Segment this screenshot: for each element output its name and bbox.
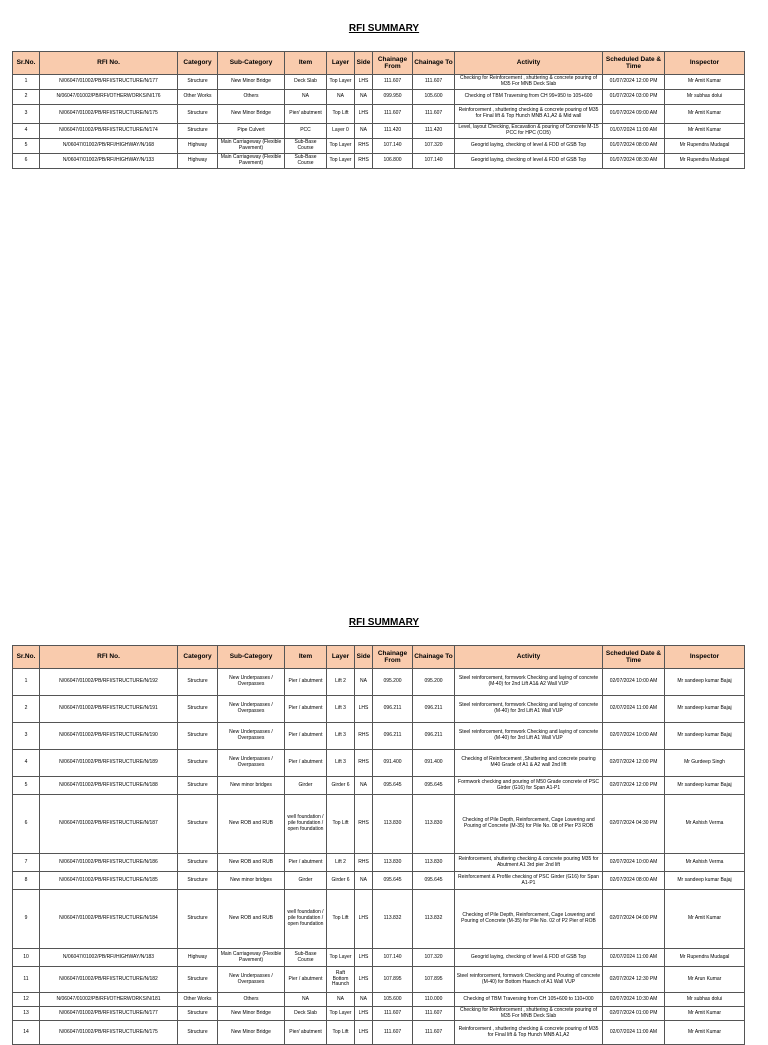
table-cell: 111.420	[413, 124, 455, 139]
table-cell: 113.830	[413, 795, 455, 854]
column-header: Scheduled Date & Time	[603, 52, 665, 75]
table-cell: well foundation / pile foundation / open foundation	[285, 795, 327, 854]
table-cell: 02/07/2024 12:00 PM	[603, 750, 665, 777]
table-cell: Structure	[178, 124, 218, 139]
table-cell: 113.832	[373, 890, 413, 949]
table-cell: New minor bridges	[218, 777, 285, 795]
table-cell: Geogrid laying, checking of level & FDD of GSB Top	[455, 139, 603, 154]
rfi-summary-table	[12, 645, 745, 1045]
table-cell: 096.211	[373, 696, 413, 723]
column-header: Side	[355, 646, 373, 669]
table-cell: Mr Amit Kumar	[665, 1021, 745, 1045]
table-cell: Structure	[178, 967, 218, 993]
table-row	[13, 105, 745, 124]
table-cell: N/06047/01002/PB/RFI/HIGHWAY/N/183	[40, 949, 178, 967]
table-cell: LHS	[355, 105, 373, 124]
table-cell: 111.607	[373, 75, 413, 90]
table-cell: Reinforcement , shuttering checking & concrete pouring of M35 for Final lift & Top Hunch MNB A1,A2	[455, 1021, 603, 1045]
table-cell: RHS	[355, 139, 373, 154]
table-cell: 111.607	[413, 1021, 455, 1045]
table-row	[13, 1007, 745, 1021]
table-row	[13, 124, 745, 139]
table-cell: New minor bridges	[218, 872, 285, 890]
table-header-row	[13, 52, 745, 75]
table-cell: Steel reinforcement, formwork Checking and laying of concrete (M-40) for 3rd Lift A1 Wall VUP	[455, 723, 603, 750]
table-cell: Structure	[178, 669, 218, 696]
table-cell: N/06047/01002/PB/RFI/HIGHWAY/N/133	[40, 154, 178, 169]
table-cell: 113.830	[373, 854, 413, 872]
table-cell: 02/07/2024 04:30 PM	[603, 795, 665, 854]
column-header: Inspector	[665, 52, 745, 75]
table-cell: 01/07/2024 08:00 AM	[603, 139, 665, 154]
column-header: Layer	[327, 646, 355, 669]
table-cell: Pier / abutment	[285, 750, 327, 777]
column-header: Sub-Category	[218, 52, 285, 75]
table-cell: 091.400	[413, 750, 455, 777]
table-cell: Mr Rupendra Mudagal	[665, 949, 745, 967]
table-cell: Steel reinforcement, formwork Checking and laying of concrete (M-40) for 3rd Lift A1 Wall VUP	[455, 696, 603, 723]
page-title: RFI SUMMARY	[348, 23, 420, 34]
table-cell: 4	[13, 124, 40, 139]
table-cell: 11	[13, 967, 40, 993]
table-cell: N/06047/01002/PB/RFI/STRUCTURE/N/187	[40, 795, 178, 854]
table-cell: PCC	[285, 124, 327, 139]
table-cell: 13	[13, 1007, 40, 1021]
table-cell: Steel reinforcement, formwork Checking and Pouring of concrete (M-40) for Bottom Haunch of A1 Wall VUP	[455, 967, 603, 993]
table-cell: 02/07/2024 11:00 AM	[603, 949, 665, 967]
table-cell: N/06047/01002/PB/RFI/STRUCTURE/N/190	[40, 723, 178, 750]
table-cell: New Underpasses / Overpasses	[218, 669, 285, 696]
table-cell: New Underpasses / Overpasses	[218, 967, 285, 993]
table-cell: 02/07/2024 12:00 PM	[603, 777, 665, 795]
table-cell: Highway	[178, 154, 218, 169]
table-cell: 02/07/2024 01:00 PM	[603, 1007, 665, 1021]
table-cell: Deck Slab	[285, 1007, 327, 1021]
table-cell: 095.200	[413, 669, 455, 696]
table-row	[13, 949, 745, 967]
table-cell: Pier / abutment	[285, 723, 327, 750]
table-cell: NA	[355, 124, 373, 139]
table-cell: 107.895	[413, 967, 455, 993]
table-cell: 110.000	[413, 993, 455, 1007]
table-cell: 107.320	[413, 139, 455, 154]
table-row	[13, 90, 745, 105]
table-cell: 02/07/2024 11:00 AM	[603, 696, 665, 723]
table-cell: 107.140	[413, 154, 455, 169]
table-row	[13, 872, 745, 890]
table-cell: Pier / abutment	[285, 669, 327, 696]
table-cell: RHS	[355, 795, 373, 854]
table-cell: 2	[13, 696, 40, 723]
table-row	[13, 154, 745, 169]
table-cell: Structure	[178, 890, 218, 949]
table-cell: New Underpasses / Overpasses	[218, 723, 285, 750]
table-cell: N/06047/01002/PB/RFI/STRUCTURE/N/189	[40, 750, 178, 777]
table-cell: N/06047/01002/PB/RFI/STRUCTURE/N/182	[40, 967, 178, 993]
table-cell: New Minor Bridge	[218, 1021, 285, 1045]
table-cell: LHS	[355, 949, 373, 967]
table-cell: Mr Amit Kumar	[665, 75, 745, 90]
table-cell: Structure	[178, 872, 218, 890]
table-cell: Structure	[178, 75, 218, 90]
table-cell: Top Lift	[327, 890, 355, 949]
table-cell: Highway	[178, 949, 218, 967]
table-cell: 01/07/2024 09:00 AM	[603, 105, 665, 124]
table-row	[13, 890, 745, 949]
table-cell: N/06047/01002/PB/RFI/STRUCTURE/N/192	[40, 669, 178, 696]
table-cell: LHS	[355, 967, 373, 993]
table-cell: 6	[13, 795, 40, 854]
table-cell: RHS	[355, 723, 373, 750]
table-cell: N/06047/01002/PB/RFI/STRUCTURE/N/177	[40, 1007, 178, 1021]
column-header: RFI No.	[40, 646, 178, 669]
table-cell: 01/07/2024 08:30 AM	[603, 154, 665, 169]
table-cell: Pier / abutment	[285, 696, 327, 723]
column-header: Category	[178, 52, 218, 75]
table-cell: New Minor Bridge	[218, 105, 285, 124]
column-header: Sr.No.	[13, 52, 40, 75]
table-cell: N/06047/01002/PB/RFI/STRUCTURE/N/186	[40, 854, 178, 872]
column-header: Scheduled Date & Time	[603, 646, 665, 669]
table-cell: 111.420	[373, 124, 413, 139]
table-cell: Deck Slab	[285, 75, 327, 90]
table-cell: New Underpasses / Overpasses	[218, 696, 285, 723]
table-row	[13, 795, 745, 854]
column-header: Chainage From	[373, 646, 413, 669]
table-row	[13, 750, 745, 777]
table-cell: 113.830	[413, 854, 455, 872]
column-header: Sr.No.	[13, 646, 40, 669]
table-cell: 095.645	[413, 777, 455, 795]
column-header: Layer	[327, 52, 355, 75]
table-cell: 02/07/2024 10:00 AM	[603, 669, 665, 696]
column-header: Chainage To	[413, 646, 455, 669]
table-cell: Sub-Base Course	[285, 949, 327, 967]
table-cell: 111.607	[413, 105, 455, 124]
table-cell: Structure	[178, 696, 218, 723]
table-cell: 111.607	[413, 1007, 455, 1021]
table-cell: Lift 2	[327, 669, 355, 696]
table-cell: New ROB and RUB	[218, 795, 285, 854]
table-row	[13, 777, 745, 795]
table-cell: Highway	[178, 139, 218, 154]
table-cell: LHS	[355, 1021, 373, 1045]
table-cell: Pier/ abutment	[285, 105, 327, 124]
table-cell: NA	[355, 993, 373, 1007]
table-row	[13, 967, 745, 993]
table-cell: NA	[327, 90, 355, 105]
table-cell: 111.607	[373, 105, 413, 124]
table-cell: 12	[13, 993, 40, 1007]
column-header: Activity	[455, 52, 603, 75]
table-cell: LHS	[355, 696, 373, 723]
table-cell: 095.200	[373, 669, 413, 696]
table-cell: Structure	[178, 105, 218, 124]
table-cell: well foundation / pile foundation / open foundation	[285, 890, 327, 949]
table-cell: 01/07/2024 03:00 PM	[603, 90, 665, 105]
table-cell: NA	[285, 993, 327, 1007]
table-cell: 8	[13, 872, 40, 890]
column-header: Sub-Category	[218, 646, 285, 669]
table-cell: 107.140	[373, 139, 413, 154]
table-cell: 1	[13, 669, 40, 696]
table-cell: Mr Arun Kumar	[665, 967, 745, 993]
table-cell: Reinforcement, shuttering checking & concrete pouring M35 for Abutment A1 3rd pier 2nd lift	[455, 854, 603, 872]
table-cell: LHS	[355, 890, 373, 949]
rfi-summary-table	[12, 51, 745, 169]
table-row	[13, 139, 745, 154]
table-cell: Checking of Reinforcement ,Shuttering and concrete pouring M40 Grade of A1 & A2 wall 2nd lift	[455, 750, 603, 777]
table-cell: 107.895	[373, 967, 413, 993]
column-header: Activity	[455, 646, 603, 669]
table-cell: New Minor Bridge	[218, 1007, 285, 1021]
table-cell: Mr subhas dolui	[665, 90, 745, 105]
table-cell: 111.607	[373, 1007, 413, 1021]
table-cell: 1	[13, 75, 40, 90]
table-cell: RHS	[355, 154, 373, 169]
table-cell: Structure	[178, 777, 218, 795]
table-cell: Lift 3	[327, 750, 355, 777]
table-row	[13, 75, 745, 90]
table-cell: Mr Rupendra Mudagal	[665, 154, 745, 169]
table-cell: 095.645	[413, 872, 455, 890]
table-cell: Structure	[178, 795, 218, 854]
table-cell: Mr sandeep kumar Bajaj	[665, 872, 745, 890]
table-cell: New ROB and RUB	[218, 890, 285, 949]
table-cell: Raft Bottom Haunch	[327, 967, 355, 993]
table-cell: Pipe Culvert	[218, 124, 285, 139]
table-cell: Checking of Pile Depth, Reinforcement, Cage Lowering and Pouring of Concrete (M-35) for Pile No. 08 of Pier P3 ROB	[455, 795, 603, 854]
table-cell: Checking of TBM Traversing from CH 99+950 to 105+600	[455, 90, 603, 105]
table-cell: Top Layer	[327, 154, 355, 169]
table-cell: Mr Rupendra Mudagal	[665, 139, 745, 154]
page-title: RFI SUMMARY	[348, 617, 420, 628]
table-cell: NA	[285, 90, 327, 105]
table-cell: Mr subhas dolui	[665, 993, 745, 1007]
table-cell: Top Layer	[327, 75, 355, 90]
table-cell: New Underpasses / Overpasses	[218, 750, 285, 777]
table-cell: Top Lift	[327, 795, 355, 854]
table-cell: Reinforcement & Profile checking of PSC Girder (G16) for Span A1-P1	[455, 872, 603, 890]
table-row	[13, 993, 745, 1007]
table-cell: Mr Amit Kumar	[665, 1007, 745, 1021]
table-cell: 4	[13, 750, 40, 777]
table-cell: Checking for Reinforcement , shuttering & concrete pouring of M35 For MNB Deck Slab	[455, 75, 603, 90]
table-cell: 02/07/2024 04:00 PM	[603, 890, 665, 949]
table-cell: Mr sandeep kumar Bajaj	[665, 669, 745, 696]
table-cell: Pier / abutment	[285, 967, 327, 993]
table-header-row	[13, 646, 745, 669]
table-cell: 096.211	[373, 723, 413, 750]
table-cell: Pier/ abutment	[285, 1021, 327, 1045]
table-cell: Structure	[178, 750, 218, 777]
table-cell: Top Lift	[327, 1021, 355, 1045]
table-cell: 111.607	[373, 1021, 413, 1045]
table-cell: Structure	[178, 1021, 218, 1045]
table-cell: Mr sandeep kumar Bajaj	[665, 696, 745, 723]
table-cell: LHS	[355, 1007, 373, 1021]
table-cell: Lift 3	[327, 723, 355, 750]
table-cell: NA	[355, 872, 373, 890]
table-cell: 10	[13, 949, 40, 967]
table-cell: NA	[355, 777, 373, 795]
table-cell: 02/07/2024 12:30 PM	[603, 967, 665, 993]
table-cell: Geogrid laying, checking of level & FDD of GSB Top	[455, 949, 603, 967]
table-cell: N/06047/01002/PB/RFI/STRUCTURE/N/177	[40, 75, 178, 90]
table-cell: 02/07/2024 11:00 AM	[603, 1021, 665, 1045]
table-cell: 099.950	[373, 90, 413, 105]
table-cell: 02/07/2024 10:00 AM	[603, 723, 665, 750]
table-cell: Mr Gurdeep Singh	[665, 750, 745, 777]
table-cell: Other Works	[178, 993, 218, 1007]
table-cell: RHS	[355, 854, 373, 872]
table-cell: NA	[355, 90, 373, 105]
table-cell: 091.400	[373, 750, 413, 777]
table-cell: 096.211	[413, 723, 455, 750]
table-cell: N/06047/01002/PB/RFI/STRUCTURE/N/185	[40, 872, 178, 890]
table-cell: Girder 6	[327, 872, 355, 890]
table-cell: 106.800	[373, 154, 413, 169]
table-cell: 107.320	[413, 949, 455, 967]
table-row	[13, 854, 745, 872]
table-cell: Girder 6	[327, 777, 355, 795]
table-cell: Others	[218, 993, 285, 1007]
column-header: RFI No.	[40, 52, 178, 75]
table-cell: Mr Amit Kumar	[665, 890, 745, 949]
table-cell: 02/07/2024 08:00 AM	[603, 872, 665, 890]
table-cell: 9	[13, 890, 40, 949]
table-row	[13, 669, 745, 696]
table-cell: Mr Amit Kumar	[665, 105, 745, 124]
table-cell: NA	[355, 669, 373, 696]
table-cell: Formwork checking and pouring of M50 Grade concrete of PSC Girder (G16) for Span A1-P1	[455, 777, 603, 795]
column-header: Inspector	[665, 646, 745, 669]
table-cell: New ROB and RUB	[218, 854, 285, 872]
table-cell: N/06047/01002/PB/RFI/STRUCTURE/N/174	[40, 124, 178, 139]
table-cell: N/06047/01002/PB/RFI/STRUCTURE/N/184	[40, 890, 178, 949]
table-cell: 14	[13, 1021, 40, 1045]
table-cell: 3	[13, 723, 40, 750]
table-cell: Mr Ashish Verma	[665, 795, 745, 854]
table-cell: Top Layer	[327, 949, 355, 967]
table-cell: 105.600	[373, 993, 413, 1007]
table-cell: Mr Amit Kumar	[665, 124, 745, 139]
table-cell: RHS	[355, 750, 373, 777]
table-cell: 107.140	[373, 949, 413, 967]
table-row	[13, 1021, 745, 1045]
table-cell: Main Carriageway (Flexible Pavement)	[218, 154, 285, 169]
table-cell: 096.211	[413, 696, 455, 723]
table-cell: LHS	[355, 75, 373, 90]
table-cell: Girder	[285, 872, 327, 890]
table-cell: Lift 2	[327, 854, 355, 872]
table-cell: Girder	[285, 777, 327, 795]
table-cell: 01/07/2024 12:00 PM	[603, 75, 665, 90]
table-cell: 02/07/2024 10:00 AM	[603, 854, 665, 872]
table-cell: Main Carriageway (Flexible Pavement)	[218, 949, 285, 967]
table-cell: Lift 3	[327, 696, 355, 723]
table-cell: Top Lift	[327, 105, 355, 124]
column-header: Item	[285, 646, 327, 669]
table-cell: 01/07/2024 11:00 AM	[603, 124, 665, 139]
table-cell: 3	[13, 105, 40, 124]
column-header: Category	[178, 646, 218, 669]
column-header: Chainage From	[373, 52, 413, 75]
table-cell: 095.645	[373, 777, 413, 795]
table-cell: Steel reinforcement, formwork Checking and laying of concrete (M-40) for 2nd Lift A1& A2 Wall VUP	[455, 669, 603, 696]
table-cell: 7	[13, 854, 40, 872]
table-cell: Main Carriageway (Flexible Pavement)	[218, 139, 285, 154]
table-cell: Structure	[178, 723, 218, 750]
table-cell: 02/07/2024 10:30 AM	[603, 993, 665, 1007]
table-cell: 113.832	[413, 890, 455, 949]
table-cell: Top Layer	[327, 139, 355, 154]
table-row	[13, 696, 745, 723]
table-cell: Level, layout Checking, Excavation & pouring of Concrete M-15 PCC for HPC (CO5)	[455, 124, 603, 139]
table-cell: NA	[327, 993, 355, 1007]
table-cell: 5	[13, 777, 40, 795]
table-cell: N/06047/01002/PB/RFI/OTHERWORKS/N/181	[40, 993, 178, 1007]
table-cell: 2	[13, 90, 40, 105]
table-cell: N/06047/01002/PB/RFI/STRUCTURE/N/191	[40, 696, 178, 723]
table-cell: Mr Ashish Verma	[665, 854, 745, 872]
table-cell: Pier / abutment	[285, 854, 327, 872]
table-cell: Other Works	[178, 90, 218, 105]
table-cell: 095.645	[373, 872, 413, 890]
table-cell: Sub-Base Course	[285, 154, 327, 169]
column-header: Chainage To	[413, 52, 455, 75]
table-cell: Top Layer	[327, 1007, 355, 1021]
table-cell: New Minor Bridge	[218, 75, 285, 90]
table-cell: 113.830	[373, 795, 413, 854]
table-cell: Mr sandeep kumar Bajaj	[665, 723, 745, 750]
table-cell: 5	[13, 139, 40, 154]
table-cell: Mr sandeep kumar Bajaj	[665, 777, 745, 795]
table-cell: Checking of TBM Traversing from CH 105+600 to 110+000	[455, 993, 603, 1007]
table-cell: Structure	[178, 1007, 218, 1021]
table-cell: Layer 0	[327, 124, 355, 139]
table-cell: N/06047/01002/PB/RFI/OTHERWORKS/N/176	[40, 90, 178, 105]
table-cell: Checking of Pile Depth, Reinforcement, Cage Lowering and Pouring of Concrete (M-35) for Pile No. 02 of P2 Pier of ROB	[455, 890, 603, 949]
table-cell: Geogrid laying, checking of level & FDD of GSB Top	[455, 154, 603, 169]
table-cell: N/06047/01002/PB/RFI/STRUCTURE/N/188	[40, 777, 178, 795]
table-cell: N/06047/01002/PB/RFI/STRUCTURE/N/175	[40, 1021, 178, 1045]
table-row	[13, 723, 745, 750]
table-cell: Structure	[178, 854, 218, 872]
table-cell: 111.607	[413, 75, 455, 90]
table-cell: Checking for Reinforcement , shuttering & concrete pouring of M35 For MNB Deck Slab	[455, 1007, 603, 1021]
table-cell: Reinforcement , shuttering checking & concrete pouring of M35 for Final lift & Top Hunch MNB A1,A2 & Mid wall	[455, 105, 603, 124]
column-header: Item	[285, 52, 327, 75]
table-cell: N/06047/01002/PB/RFI/HIGHWAY/N/168	[40, 139, 178, 154]
table-cell: N/06047/01002/PB/RFI/STRUCTURE/N/175	[40, 105, 178, 124]
table-cell: Sub-Base Course	[285, 139, 327, 154]
table-cell: 105.600	[413, 90, 455, 105]
table-cell: Others	[218, 90, 285, 105]
column-header: Side	[355, 52, 373, 75]
table-cell: 6	[13, 154, 40, 169]
